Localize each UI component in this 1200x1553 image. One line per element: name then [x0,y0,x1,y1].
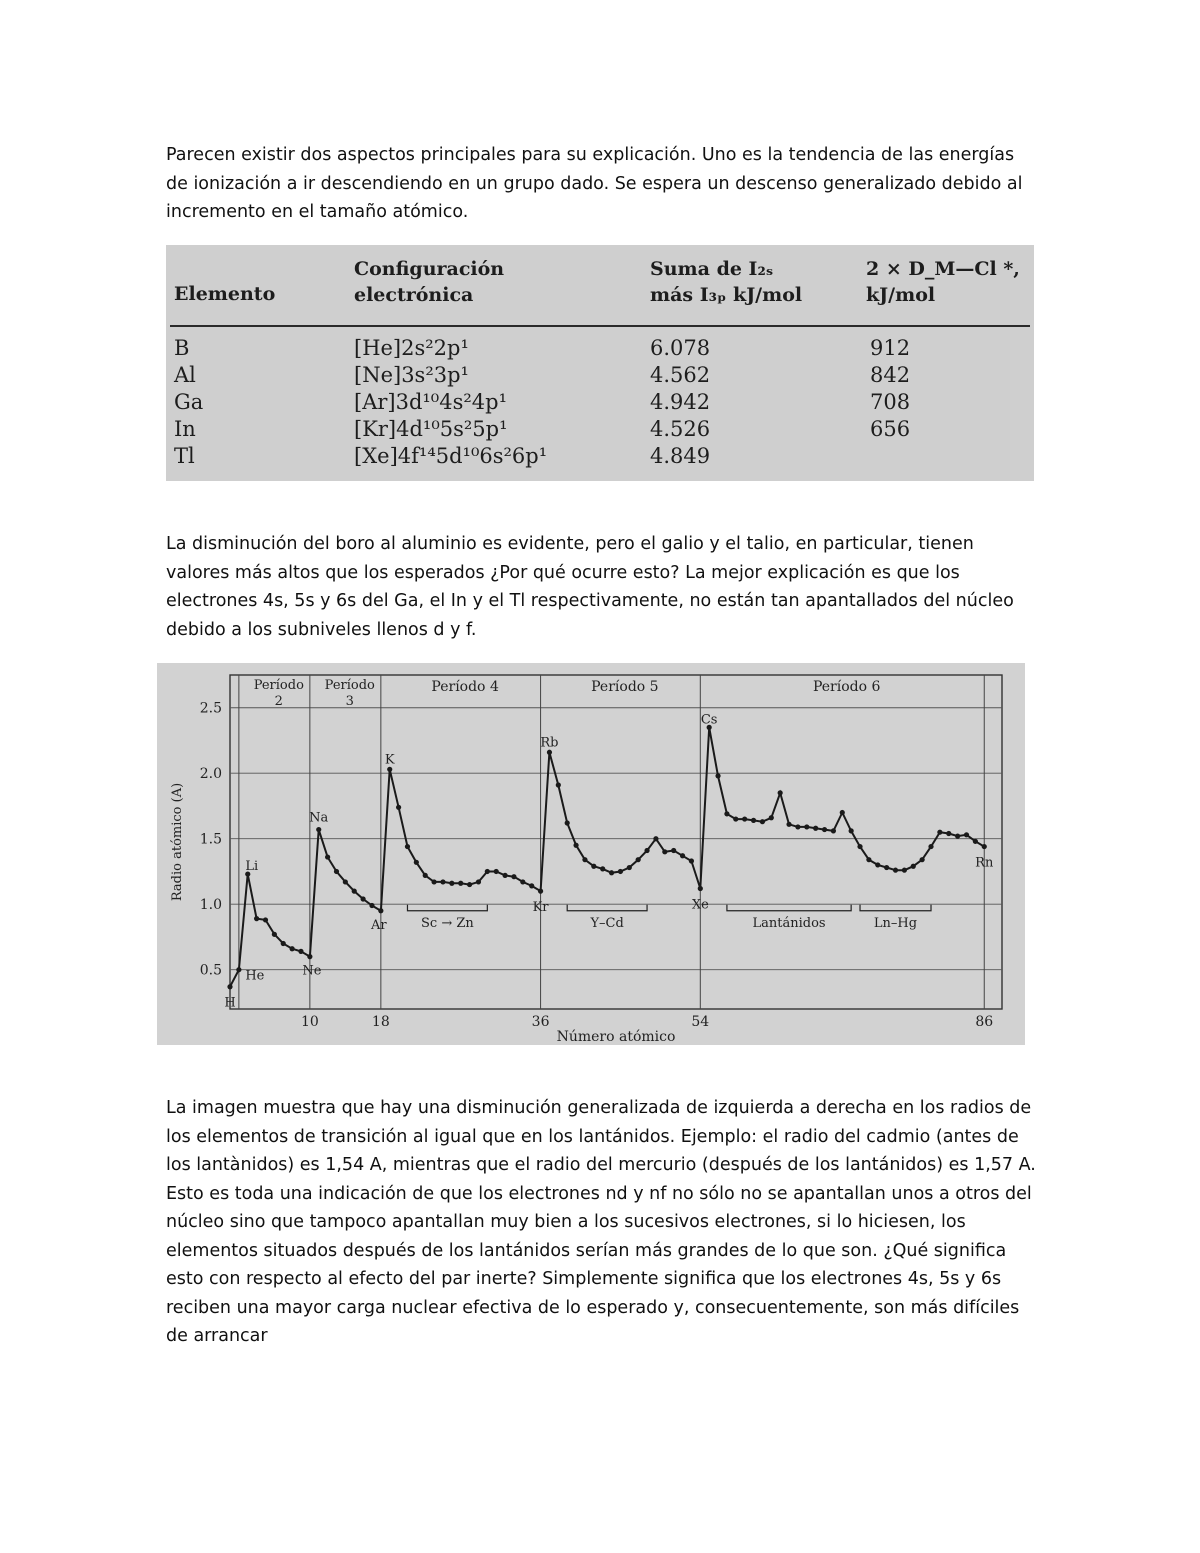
data-point [449,881,454,886]
period-label: Período [324,678,375,693]
x-tick-label: 18 [371,1014,390,1030]
data-point [689,858,694,863]
data-point [316,827,321,832]
data-point [352,889,357,894]
x-tick-label: 36 [531,1014,550,1030]
data-point [857,844,862,849]
header-d: 2 × D_M—Cl *, [866,258,1020,280]
group-bracket [860,905,931,911]
header-suma: Suma de I₂ₛ [650,258,774,280]
data-point [458,881,463,886]
table-cell: 4.562 [650,363,711,387]
element-label: Rb [540,735,559,751]
column-d [870,335,910,443]
data-point [671,848,676,853]
data-point [334,869,339,874]
data-point [547,750,552,755]
data-point [840,810,845,815]
data-point [467,882,472,887]
data-point [307,954,312,959]
data-point [254,916,259,921]
period-label: Período 4 [431,679,499,695]
data-point [822,827,827,832]
data-point [733,816,738,821]
group-bracket [407,905,487,911]
data-point [795,824,800,829]
data-point [627,865,632,870]
element-label: Kr [532,900,549,916]
table-cell: In [174,417,196,441]
data-point [866,857,871,862]
column-suma [650,335,710,470]
y-axis-label: Radio atómico (A) [170,782,185,902]
data-point [378,908,383,913]
data-point [485,869,490,874]
data-point [911,864,916,869]
y-tick-label: 0.5 [199,962,222,979]
data-point [414,860,419,865]
data-point [405,844,410,849]
data-point [760,819,765,824]
header-electronica: electrónica [354,284,474,306]
data-point [529,883,534,888]
table-cell: [He]2s²2p¹ [354,336,469,360]
data-point [573,843,578,848]
data-point [955,834,960,839]
data-point [644,848,649,853]
data-point [609,870,614,875]
table-header-rule [170,325,1030,327]
y-tick-label: 2.5 [199,700,222,717]
data-point [920,857,925,862]
table-cell: 842 [870,363,911,387]
y-tick-label: 1.5 [199,831,222,848]
data-point [538,889,543,894]
data-point [751,818,756,823]
header-elemento: Elemento [174,283,276,305]
data-point [715,773,720,778]
element-label: Li [245,859,259,875]
element-label: Xe [691,897,709,913]
element-label: Na [309,810,329,826]
ionization-table-image [166,245,1034,481]
data-point [928,844,933,849]
data-point [520,879,525,884]
group-bracket-label: Sc → Zn [421,915,474,931]
data-point [343,879,348,884]
table-cell: 6.078 [650,336,711,360]
data-point [298,949,303,954]
column-config [354,335,547,470]
data-point [565,820,570,825]
table-cell: Al [174,363,196,387]
group-bracket [727,905,851,911]
data-point [982,844,987,849]
data-point [591,864,596,869]
data-point [973,839,978,844]
x-tick-label: 54 [691,1014,710,1030]
data-point [636,857,641,862]
group-bracket-label: Y–Cd [590,915,624,931]
y-tick-label: 2.0 [199,766,222,783]
data-point [476,879,481,884]
data-point [556,782,561,787]
x-tick-label: 10 [300,1014,319,1030]
data-point [742,816,747,821]
conclusion-paragraph: La imagen muestra que hay una disminución generalizada de izquierda a derecha en los radios de los elementos de transición al igual que en los lantánidos. Ejemplo: el radio del cadmio (antes de los lantànidos) es 1,54 A, mientras que el radio del mercurio (después de los lantánidos) es 1,57 A. Esto es toda una indicación de que los electrones nd y nf no sólo no se apantallan unos a otros del núcleo sino que tampoco apantallan muy bien a los sucesivos electrones, si lo hiciesen, los elementos situados después de los lantánidos serían más grandes de lo que son. ¿Qué significa esto con respecto al efecto del par inerte? Simplemente significa que los electrones 4s, 5s y 6s reciben una mayor carga nuclear efectiva de lo esperado y, consecuentemente, son más difíciles de arrancar [166,1098,1036,1346]
header-d-2: kJ/mol [866,284,936,306]
data-point [964,832,969,837]
data-point [396,805,401,810]
radius-series-line [230,727,984,986]
data-point [325,854,330,859]
table-cell: 4.849 [650,444,711,468]
period-number: 3 [345,694,354,709]
element-label: Ar [371,917,387,933]
data-point [804,824,809,829]
element-label: K [384,752,395,768]
data-point [937,830,942,835]
data-point [227,984,232,989]
table-cell: Ga [174,390,204,414]
table-cell: [Ne]3s²3p¹ [354,363,469,387]
data-point [236,967,241,972]
data-point [698,886,703,891]
data-point [431,879,436,884]
data-point [662,849,667,854]
data-point [582,857,587,862]
table-cell: [Ar]3d¹⁰4s²4p¹ [354,390,508,414]
data-point [272,932,277,937]
data-point [778,790,783,795]
plot-frame [230,675,1002,1009]
table-cell: 708 [870,390,911,414]
data-point [786,822,791,827]
header-configuracion: Configuración [354,258,505,280]
data-point [813,826,818,831]
data-point [769,815,774,820]
element-label: Ne [302,963,322,979]
data-point [600,866,605,871]
table-cell: 656 [870,417,911,441]
data-point [618,869,623,874]
data-point [680,853,685,858]
group-bracket-label: Lantánidos [752,915,826,931]
data-point [387,767,392,772]
data-point [423,873,428,878]
header-suma-2: más I₃ₚ kJ/mol [650,284,803,306]
column-elemento [174,335,203,470]
explanation-paragraph: La disminución del boro al aluminio es evidente, pero el galio y el talio, en particular, tienen valores más altos que los esperados ¿Por qué ocurre esto? La mejor explicación es que los electrones 4s, 5s y 6s del Ga, el In y el Tl respectivamente, no están tan apantallados del núcleo debido a los subniveles llenos d y f. [166,534,1014,640]
data-point [494,869,499,874]
y-tick-label: 1.0 [199,897,222,914]
data-point [440,879,445,884]
data-point [831,828,836,833]
element-label: Rn [975,855,994,871]
data-point [290,946,295,951]
data-point [875,862,880,867]
data-point [361,896,366,901]
table-cell: 912 [870,336,911,360]
group-bracket-label: Ln–Hg [873,915,918,931]
data-point [369,903,374,908]
data-point [849,828,854,833]
element-label: H [224,995,236,1011]
intro-paragraph: Parecen existir dos aspectos principales para su explicación. Uno es la tendencia de las energías de ionización a ir descendiendo en un grupo dado. Se espera un descenso generalizado debido al incremento en el tamaño atómico. [166,145,1023,222]
table-cell: Tl [174,444,195,468]
data-point [653,836,658,841]
data-point [263,917,268,922]
period-label: Período 6 [812,679,881,695]
table-cell: [Xe]4f¹⁴5d¹⁰6s²6p¹ [354,444,548,468]
data-point [884,865,889,870]
element-label: Cs [700,712,718,728]
x-axis-label: Número atómico [556,1029,676,1045]
data-point [893,868,898,873]
table-cell: [Kr]4d¹⁰5s²5p¹ [354,417,508,441]
data-point [724,811,729,816]
data-point [511,874,516,879]
period-label: Período 5 [591,679,659,695]
data-point [281,941,286,946]
group-bracket [567,905,647,911]
period-number: 2 [274,694,283,709]
atomic-radius-chart-image [157,663,1025,1045]
data-point [902,868,907,873]
data-point [502,873,507,878]
element-label: He [245,968,265,984]
period-label: Período [253,678,304,693]
table-cell: 4.942 [650,390,711,414]
x-tick-label: 86 [975,1014,994,1030]
table-cell: 4.526 [650,417,711,441]
data-point [946,831,951,836]
table-cell: B [174,336,190,360]
atomic-radius-chart [157,663,1025,1045]
